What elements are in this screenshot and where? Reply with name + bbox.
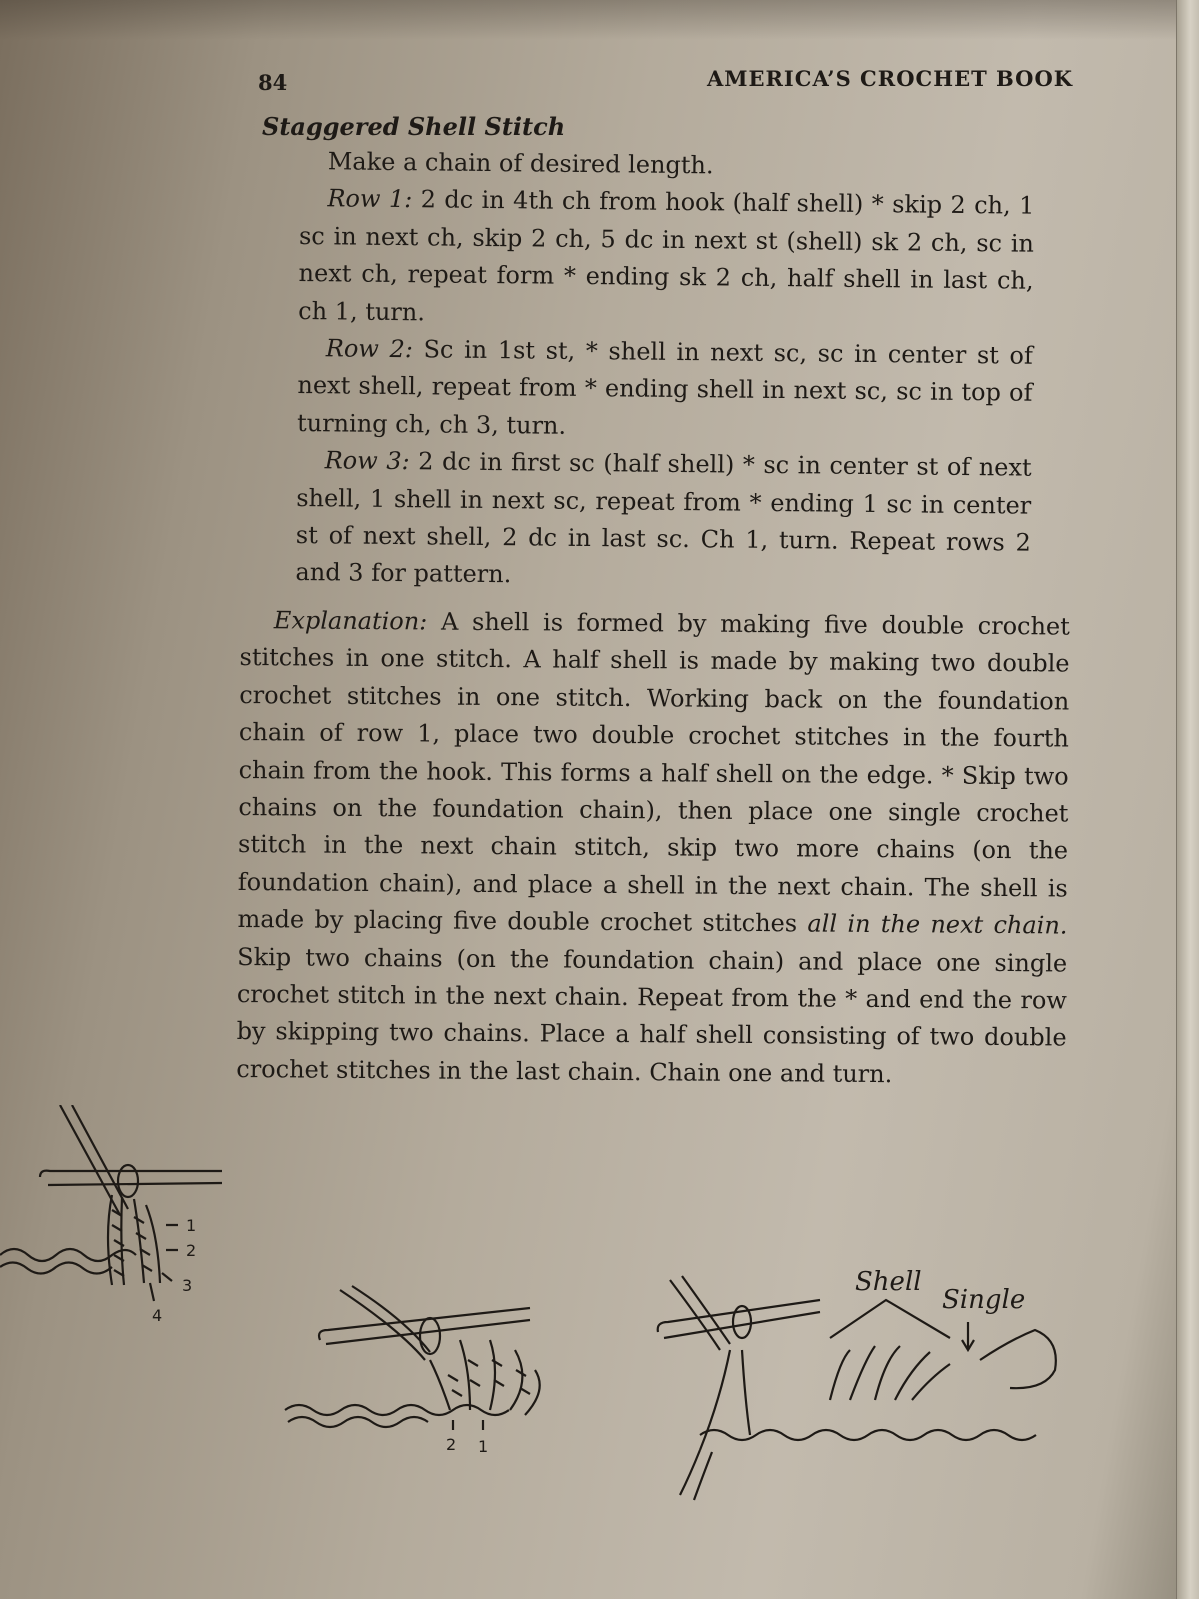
explanation-label: Explanation:: [273, 606, 428, 636]
fig2-number-2: 2: [446, 1435, 457, 1454]
shell-label: Shell: [855, 1267, 922, 1297]
page-header: [258, 66, 1073, 106]
explanation-text-b: Skip two chains (on the foundation chain) and place one single crochet stitch in the next chain. Repeat from the * and end the row by skipping two chains. Place a half shell consisting of two double crochet stitches in the last chain. Chain one and turn.: [236, 942, 1068, 1089]
figure-3-shell-single-diagram: [650, 1260, 1080, 1520]
figure-2-shell-diagram: [280, 1280, 580, 1500]
hook-loop: [420, 1318, 440, 1354]
hook-loop: [118, 1165, 138, 1197]
explanation-text-a: A shell is formed by making five double crochet stitches in one stitch. A half shell is made by making two double crochet stitches in one stitch. Working back on the foundation chain of row 1, place two double crochet stitches in the fourth chain from the hook. This forms a half shell on the edge. * Skip two chains on the foundation chain), then place one single crochet stitch in the next chain stitch, skip two more chains (on the foundation chain), and place a shell in the next chain. The shell is made by placing five double crochet stitches: [237, 607, 1070, 938]
single-arrow: [962, 1322, 974, 1350]
row-text: 2 dc in 4th ch from hook (half shell) * skip 2 ch, 1 sc in next ch, skip 2 ch, 5 dc in next st (shell) sk 2 ch, sc in next ch, repeat form * ending sk 2 ch, half shell in last ch, ch 1, turn.: [298, 185, 1035, 326]
explanation-emphasis: all in the next chain.: [807, 909, 1068, 940]
stitch-column: [700, 1350, 750, 1450]
row-label: Row 2:: [325, 334, 414, 364]
fig1-number-3: 3: [182, 1276, 193, 1295]
shell-bracket: [830, 1300, 950, 1338]
instructions-block: [295, 143, 1035, 600]
book-page-edge: [1176, 0, 1199, 1599]
figure-1-half-shell-diagram: [0, 1105, 240, 1345]
row-2-instruction: [297, 330, 1033, 450]
fig1-number-2: 2: [186, 1241, 197, 1260]
row-text: 2 dc in first sc (half shell) * sc in center st of next shell, 1 shell in next sc, repeat from * ending 1 sc in center st of next shell, 2 dc in last sc. Ch 1, turn. Repeat rows 2 and 3 for pattern.: [295, 447, 1032, 589]
foundation-chain: [285, 1405, 509, 1427]
fig1-number-1: 1: [186, 1216, 197, 1235]
hook-bar: [40, 1171, 222, 1185]
row-label: Row 3:: [324, 446, 410, 476]
hook-bar: [319, 1308, 530, 1344]
row-label: Row 1:: [327, 184, 413, 214]
fig1-number-4: 4: [152, 1306, 163, 1325]
hook-shaft: [670, 1276, 730, 1350]
explanation-block: [236, 602, 1070, 1095]
row-1-instruction: [298, 180, 1035, 337]
section-title: Staggered Shell Stitch: [262, 112, 566, 141]
shell-fan: [430, 1340, 540, 1415]
running-head: AMERICA’S CROCHET BOOK: [706, 66, 1073, 91]
explanation-paragraph: [236, 602, 1070, 1095]
half-shell-right: [980, 1330, 1056, 1388]
single-label: Single: [942, 1285, 1026, 1315]
shell-fan-1: [830, 1346, 950, 1400]
row-3-instruction: [295, 442, 1032, 599]
fig2-number-1: 1: [478, 1437, 489, 1456]
row-text: Sc in 1st st, * shell in next sc, sc in center st of next shell, repeat from * ending shell in next sc, sc in top of turning ch, ch 3, turn.: [296, 335, 1033, 440]
hook-shaft: [60, 1105, 128, 1215]
page-number: 84: [258, 70, 288, 95]
intro-line: Make a chain of desired length.: [327, 147, 714, 180]
page-top-shadow: [0, 0, 1199, 40]
